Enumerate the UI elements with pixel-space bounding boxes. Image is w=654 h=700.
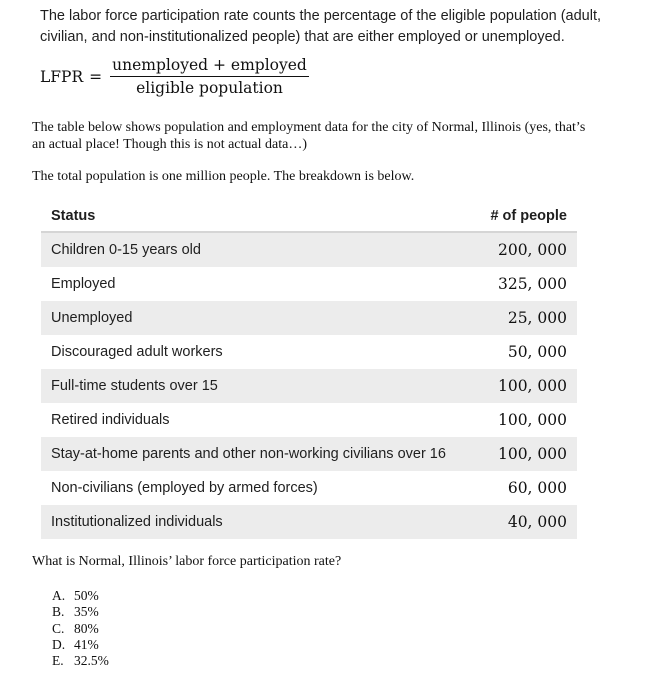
- option-letter: B.: [52, 604, 65, 620]
- count-cell: 60, 000: [507, 479, 567, 497]
- table-row: [41, 437, 577, 471]
- table-row: [41, 403, 577, 437]
- option-text: 41%: [74, 636, 99, 652]
- table-description: The table below shows population and employment data for the city of Normal, Illinois (yes, that’s an actual place! Though this is not actual data…): [32, 120, 586, 152]
- answer-option-a[interactable]: [52, 588, 109, 604]
- status-column-header: Status: [41, 200, 476, 232]
- option-letter: E.: [52, 653, 64, 669]
- option-text: 32.5%: [74, 653, 109, 669]
- formula-numerator: unemployed + employed: [110, 56, 309, 77]
- formula-lhs: LFPR: [40, 67, 84, 86]
- option-letter: A.: [52, 588, 66, 603]
- answer-option-b[interactable]: [52, 604, 109, 620]
- formula-fraction: [110, 56, 309, 97]
- status-cell: Children 0-15 years old: [41, 232, 476, 267]
- option-letter: D.: [52, 636, 66, 652]
- status-cell: Institutionalized individuals: [41, 505, 476, 539]
- population-note: The total population is one million people. The breakdown is below.: [32, 169, 415, 184]
- intro-paragraph: The labor force participation rate counts the percentage of the eligible population (adult, civilian, and non-institutionalized people) that are either employed or unemployed.: [40, 8, 602, 45]
- table-row: [41, 369, 577, 403]
- table-row: [41, 232, 577, 267]
- count-cell: 100, 000: [476, 369, 577, 403]
- table-row: [41, 335, 577, 369]
- question-text: What is Normal, Illinois’ labor force participation rate?: [32, 554, 342, 569]
- table-row: [41, 471, 577, 505]
- formula-denominator: eligible population: [136, 79, 283, 97]
- table-header-row: [41, 200, 577, 232]
- table-row: [41, 267, 577, 301]
- formula-equals: =: [89, 67, 103, 86]
- lfpr-formula: [40, 56, 309, 97]
- count-cell: 40, 000: [476, 505, 577, 539]
- count-cell: 25, 000: [476, 301, 577, 335]
- status-cell: Employed: [51, 276, 116, 292]
- answer-option-d[interactable]: [52, 637, 109, 653]
- count-cell: 100, 000: [476, 437, 577, 471]
- answer-option-e[interactable]: [52, 653, 109, 669]
- status-cell: Discouraged adult workers: [51, 344, 223, 360]
- status-cell: Stay-at-home parents and other non-working civilians over 16: [41, 437, 476, 471]
- status-cell: Full-time students over 15: [41, 369, 476, 403]
- answer-option-c[interactable]: [52, 621, 109, 637]
- table-row: [41, 301, 577, 335]
- option-text: 80%: [74, 620, 99, 636]
- option-letter: C.: [52, 620, 65, 636]
- status-cell: Non-civilians (employed by armed forces): [51, 480, 318, 496]
- count-cell: 100, 000: [497, 411, 567, 429]
- count-cell: 325, 000: [497, 275, 567, 293]
- population-table: [41, 200, 577, 539]
- count-cell: 50, 000: [507, 343, 567, 361]
- count-cell: 200, 000: [476, 232, 577, 267]
- status-cell: Unemployed: [41, 301, 476, 335]
- count-column-header: # of people: [476, 200, 577, 232]
- option-text: 50%: [74, 588, 99, 603]
- answer-options: [52, 588, 109, 669]
- status-cell: Retired individuals: [51, 412, 170, 428]
- option-text: 35%: [74, 604, 99, 620]
- table-row: [41, 505, 577, 539]
